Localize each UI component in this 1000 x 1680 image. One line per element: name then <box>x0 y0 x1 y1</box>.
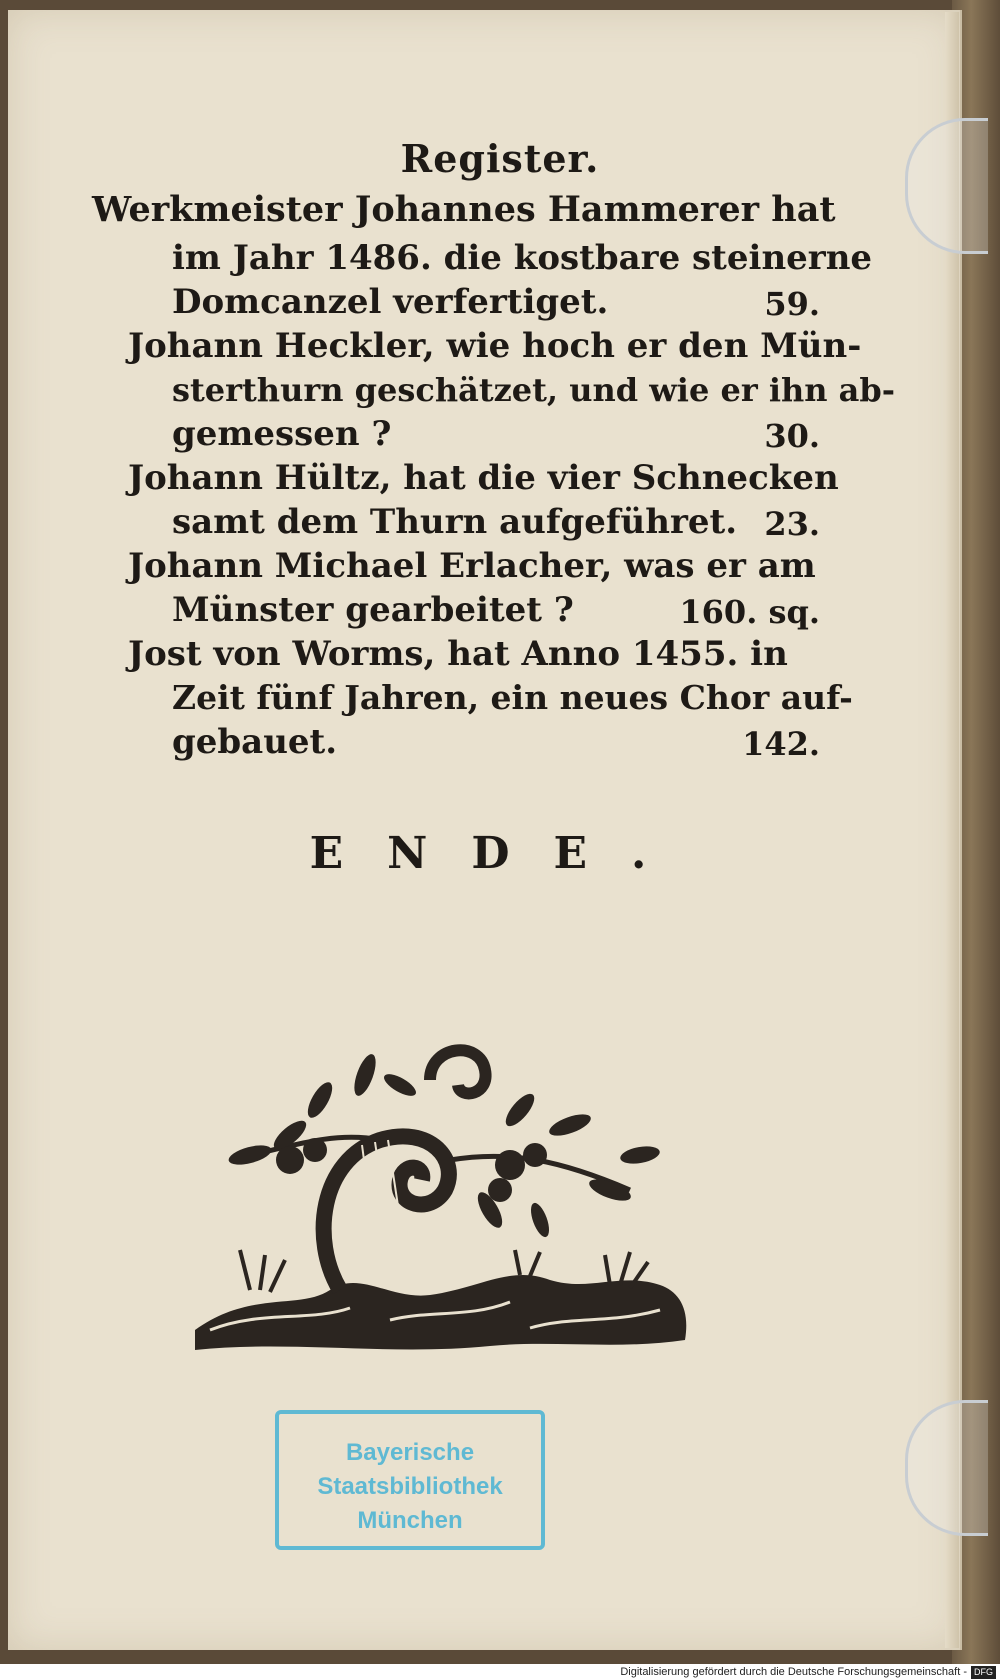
stamp-line-1: Bayerische <box>345 1439 475 1466</box>
entry-line: Johann Heckler, wie hoch er den Mün- <box>128 326 862 366</box>
dfg-logo: DFG <box>971 1666 996 1679</box>
entry-line: Zeit fünf Jahren, ein neues Chor auf- <box>172 678 853 717</box>
entry-line: Jost von Worms, hat Anno 1455. in <box>128 634 788 674</box>
footer-text: Digitalisierung gefördert durch die Deutsche Forschungsgemeinschaft - <box>620 1666 967 1678</box>
entry-page-number: 59. <box>764 285 820 323</box>
register-entries <box>0 0 1000 780</box>
entry-line: Münster gearbeitet ? <box>172 590 574 630</box>
digitization-footer <box>0 1664 1000 1680</box>
entry-line: Werkmeister Johannes Hammerer hat <box>92 189 836 230</box>
library-stamp <box>275 1410 545 1550</box>
stamp-line-3: München <box>357 1507 463 1534</box>
entry-page-number: 23. <box>764 505 820 543</box>
entry-line: samt dem Thurn aufgeführet. <box>172 502 738 542</box>
entry-page-number: 142. <box>742 725 820 763</box>
end-text: ENDE. <box>309 828 691 879</box>
entry-line: Johann Michael Erlacher, was er am <box>128 546 816 586</box>
entry-line: Johann Hültz, hat die vier Schnecken <box>128 458 839 498</box>
entry-line: gemessen ? <box>172 414 392 454</box>
woodcut-ornament <box>190 1040 690 1380</box>
entry-line: sterthurn geschätzet, und wie er ihn ab- <box>172 371 896 409</box>
entry-line: Domcanzel verfertiget. <box>172 282 609 322</box>
entry-line: gebauet. <box>172 722 338 762</box>
page-header: Register. <box>400 136 600 181</box>
entry-line: im Jahr 1486. die kostbare steinerne <box>172 238 873 278</box>
entry-page-number: 30. <box>764 417 820 455</box>
stamp-line-2: Staatsbibliothek <box>317 1473 503 1500</box>
entry-page-number: 160. sq. <box>679 593 820 631</box>
